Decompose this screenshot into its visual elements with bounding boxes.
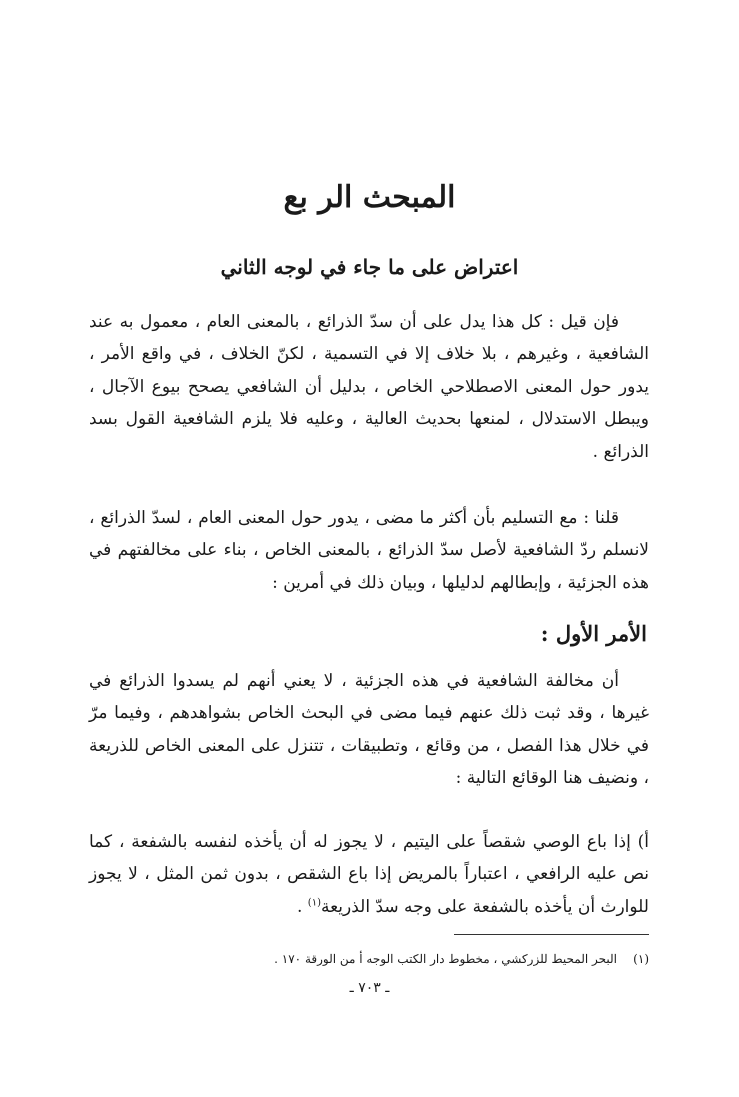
paragraph-item-a-text: أ) إذا باع الوصي شقصاً على اليتيم ، لا يجوز له أن يأخذه لنفسه بالشفعة ، كما نص عليه الرافعي ، اعتباراً بالمريض إذا باع الشقص ، بدون ثمن المثل ، لا يجوز للوارث أن يأخذه بالشفعة على وجه سدّ الذريعة — [89, 832, 649, 917]
paragraph-response: قلنا : مع التسليم بأن أكثر ما مضى ، يدور حول المعنى العام ، لسدّ الذرائع ، لانسلم ردّ الشافعية لأصل سدّ الذرائع ، بالمعنى الخاص ، بناء على مخالفتهم في هذه الجزئية ، وإبطالهم لدليلها ، وبيان ذلك في أمرين : — [89, 508, 649, 593]
paragraph-item-a-end: . — [296, 896, 308, 917]
paragraph-item-a — [89, 826, 649, 923]
footnote — [89, 950, 649, 968]
subheading-first-matter: الأمر الأول : — [540, 621, 647, 646]
page-number: ـ ٧٠٣ ـ — [349, 980, 390, 996]
footnote-reference[interactable]: (١) — [307, 897, 321, 909]
chapter-title: المبحث الر بع — [283, 180, 456, 215]
paragraph-objection: فإن قيل : كل هذا يدل على أن سدّ الذرائع ، بالمعنى العام ، معمول به عند الشافعية ، وغيرهم ، بلا خلاف إلا في التسمية ، لكنّ الخلاف ، في واقع الأمر ، يدور حول المعنى الاصطلاحي الخاص ، بدليل أن الشافعي يصحح بيوع الآجال ، ويبطل الاستدلال ، لمنعها بحديث العالية ، وعليه فلا يلزم الشافعية القول بسد الذرائع . — [89, 312, 649, 462]
footnote-number: (١) — [633, 952, 649, 966]
section-title: اعتراض على ما جاء في لوجه الثاني — [220, 255, 519, 279]
footnote-text: البحر المحيط للزركشي ، مخطوط دار الكتب الوجه أ من الورقة ١٧٠ . — [274, 952, 617, 966]
paragraph-first-matter: أن مخالفة الشافعية في هذه الجزئية ، لا يعني أنهم لم يسدوا الذرائع في غيرها ، وقد ثبت ذلك عنهم فيما مضى في البحث الخاص بشواهدهم ، وفيما مرّ في خلال هذا الفصل ، من وقائع ، وتطبيقات ، تتنزل على المعنى الخاص للذريعة ، ونضيف هنا الوقائع التالية : — [89, 671, 649, 789]
footnote-divider — [454, 934, 649, 935]
